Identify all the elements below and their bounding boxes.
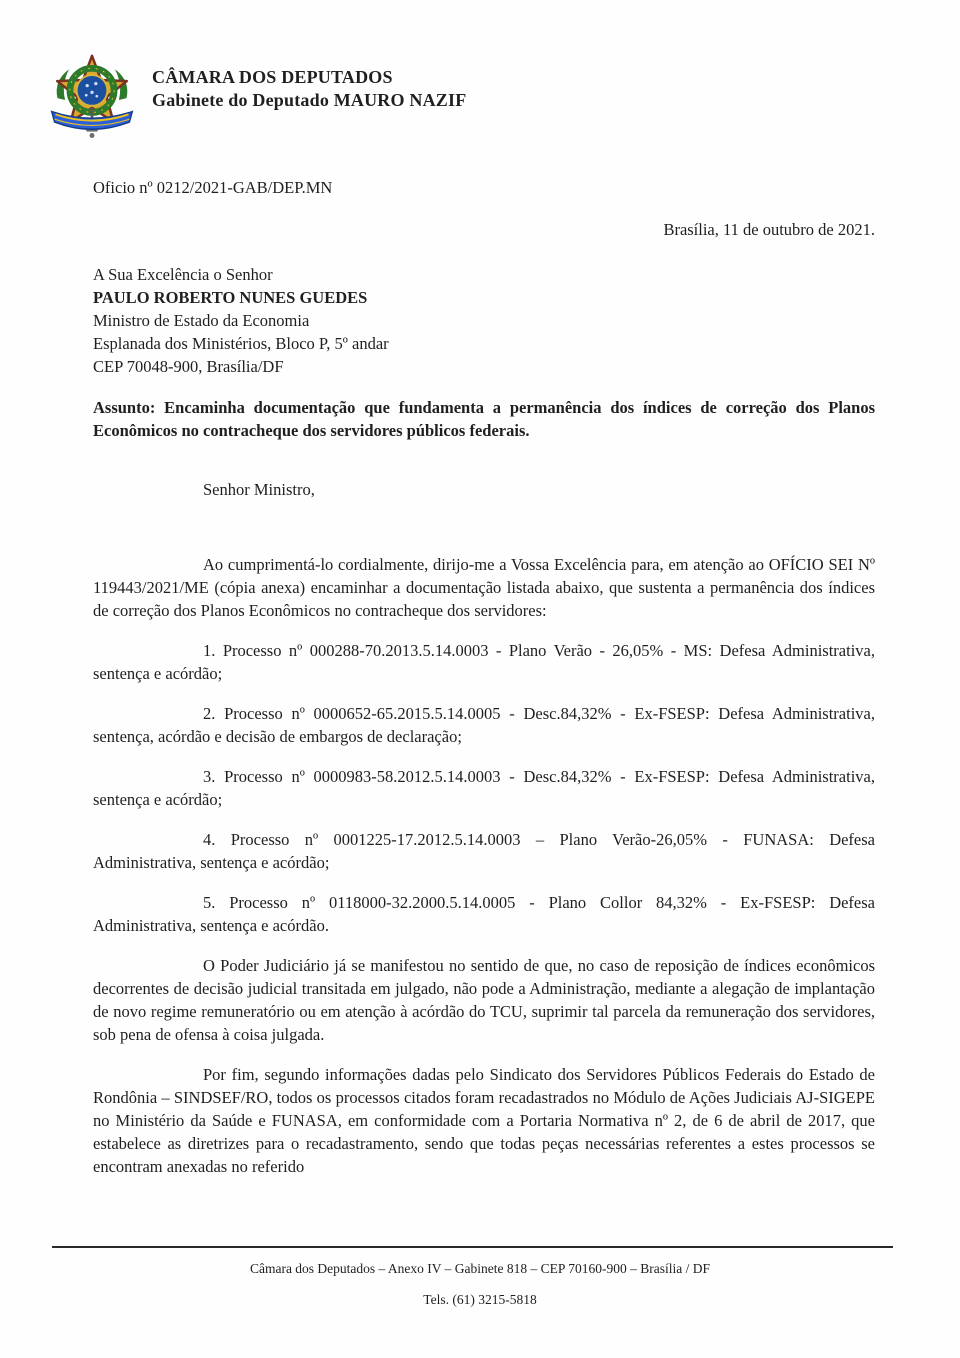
closing-paragraph-1: O Poder Judiciário já se manifestou no sentido de que, no caso de reposição de índices econômicos decorrentes de decisão judicial transitada em julgado, não pode a Administração, mediante a alegação de implantação de novo regime remuneratório ou em atenção à acórdão do TCU, suprimir tal parcela da remuneração dos servidores, sob pena de ofensa à coisa julgada. bbox=[93, 956, 875, 1044]
recipient-address-2: CEP 70048-900, Brasília/DF bbox=[93, 357, 284, 376]
recipient-block bbox=[93, 263, 875, 378]
recipient-title: Ministro de Estado da Economia bbox=[93, 311, 310, 330]
intro-paragraph: Ao cumprimentá-lo cordialmente, dirijo-me a Vossa Excelência para, em atenção ao OFÍCIO SEI Nº 119443/2021/ME (cópia anexa) encaminhar a documentação listada abaixo, que sustenta a permanência dos índices de correção dos Planos Econômicos no contracheque dos servidores: bbox=[93, 555, 875, 620]
page-footer bbox=[0, 1246, 960, 1307]
date-line: Brasília, 11 de outubro de 2021. bbox=[663, 220, 875, 239]
org-name: CÂMARA DOS DEPUTADOS bbox=[152, 67, 393, 87]
list-item-3: 3. Processo nº 0000983-58.2012.5.14.0003 - Desc.84,32% - Ex-FSESP: Defesa Administrativa, sentença e acórdão; bbox=[93, 767, 875, 809]
footer-divider bbox=[52, 1246, 893, 1248]
list-item-5: 5. Processo nº 0118000-32.2000.5.14.0005 - Plano Collor 84,32% - Ex-FSESP: Defesa Administrativa, sentença e acórdão. bbox=[93, 893, 875, 935]
recipient-address-1: Esplanada dos Ministérios, Bloco P, 5º andar bbox=[93, 334, 389, 353]
document-reference: Oficio nº 0212/2021-GAB/DEP.MN bbox=[93, 178, 333, 197]
recipient-salutation: A Sua Excelência o Senhor bbox=[93, 265, 273, 284]
list-item-4: 4. Processo nº 0001225-17.2012.5.14.0003 – Plano Verão-26,05% - FUNASA: Defesa Administrativa, sentença e acórdão; bbox=[93, 830, 875, 872]
footer-phone: Tels. (61) 3215-5818 bbox=[423, 1292, 537, 1307]
office-name: Gabinete do Deputado MAURO NAZIF bbox=[152, 90, 467, 111]
footer-address: Câmara dos Deputados – Anexo IV – Gabinete 818 – CEP 70160-900 – Brasília / DF bbox=[249, 1261, 711, 1276]
letter-body bbox=[93, 0, 875, 1178]
recipient-name: PAULO ROBERTO NUNES GUEDES bbox=[93, 288, 368, 307]
subject-line: Assunto: Encaminha documentação que fundamenta a permanência dos índices de correção dos Planos Econômicos no contracheque dos servidores públicos federais. bbox=[93, 398, 875, 440]
greeting: Senhor Ministro, bbox=[203, 480, 315, 499]
closing-paragraph-2: Por fim, segundo informações dadas pelo Sindicato dos Servidores Públicos Federais do Estado de Rondônia – SINDSEF/RO, todos os processos citados foram recadastrados no Módulo de Ações Judiciais AJ-SIGEPE no Ministério da Saúde e FUNASA, em conformidade com a Portaria Normativa nº 2, de 6 de abril de 2017, que estabelece as diretrizes para o recadastramento, sendo que todas peças necessárias referentes a estes processos se encontram anexadas no referido bbox=[93, 1065, 875, 1176]
list-item-2: 2. Processo nº 0000652-65.2015.5.14.0005 - Desc.84,32% - Ex-FSESP: Defesa Administrativa, sentença, acórdão e decisão de embargos de declaração; bbox=[93, 704, 875, 746]
list-item-1: 1. Processo nº 000288-70.2013.5.14.0003 - Plano Verão - 26,05% - MS: Defesa Administrativa, sentença e acórdão; bbox=[93, 641, 875, 683]
